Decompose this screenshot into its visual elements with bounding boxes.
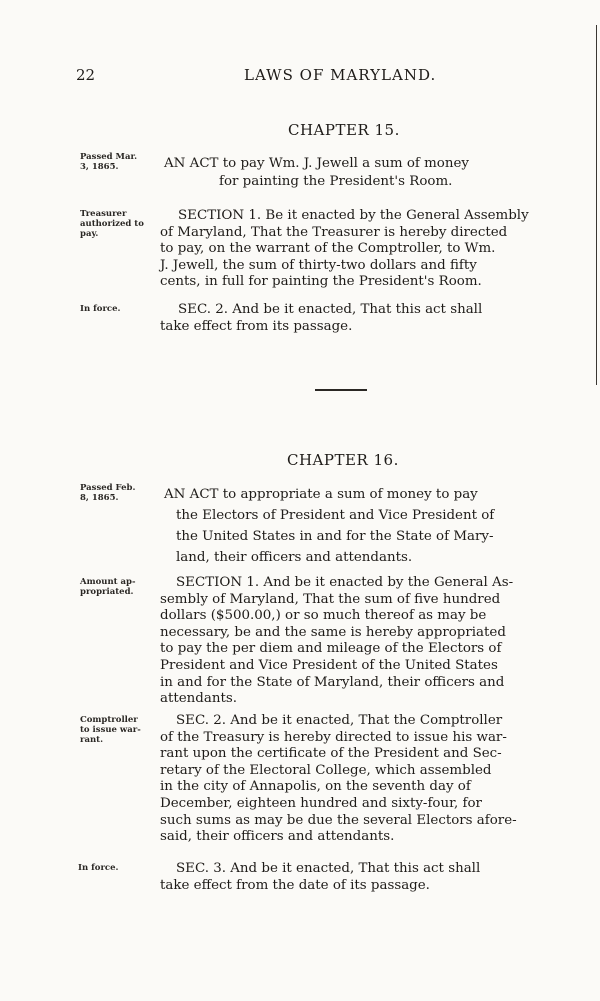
chapter-16-section-1: [160, 575, 530, 708]
section-line: of the Treasury is hereby directed to issue his war-: [160, 729, 507, 745]
margin-line: rant.: [80, 735, 104, 745]
section-line: to pay, on the warrant of the Comptroller, to Wm.: [160, 241, 496, 257]
section-line: SEC. 3. And be it enacted, That this act shall: [176, 861, 481, 876]
section-line: in and for the State of Maryland, their officers and: [160, 674, 505, 690]
chapter-15-sec1-margin: [80, 209, 160, 239]
chapter-16-sec2-margin: [80, 715, 160, 745]
margin-line: Comptroller: [80, 715, 138, 725]
chapter-16-section-2: [160, 713, 530, 846]
margin-line: Treasurer: [80, 209, 127, 219]
margin-line: 8, 1865.: [80, 493, 119, 503]
page-edge-rule: [596, 25, 597, 385]
chapter-16-act-title: [164, 484, 528, 568]
chapter-16-margin-passed: [80, 483, 160, 503]
chapter-15-margin-passed: [80, 152, 160, 172]
section-line: cents, in full for painting the President's Room.: [160, 274, 482, 290]
chapter-16-section-3: [160, 861, 530, 894]
act-title-line: land, their officers and attendants.: [176, 550, 413, 565]
margin-line: Passed Feb.: [80, 483, 136, 493]
section-line: such sums as may be due the several Electors afore-: [160, 812, 517, 828]
section-line: to pay the per diem and mileage of the Electors of: [160, 641, 502, 657]
section-line: necessary, be and the same is hereby appropriated: [160, 624, 506, 640]
section-line: in the city of Annapolis, on the seventh day of: [160, 779, 471, 795]
page-number: 22: [76, 66, 96, 84]
section-line: of Maryland, That the Treasurer is hereby directed: [160, 224, 508, 240]
section-line: President and Vice President of the United States: [160, 657, 498, 673]
act-title-line: AN ACT to appropriate a sum of money to pay: [164, 487, 478, 502]
section-line: retary of the Electoral College, which assembled: [160, 762, 492, 778]
act-title-line: for painting the President's Room.: [219, 173, 453, 189]
margin-line: to issue war-: [80, 725, 141, 735]
chapter-15-title: CHAPTER 15.: [288, 121, 400, 139]
chapter-15-section-2: [160, 302, 530, 335]
section-line: dollars ($500.00,) or so much thereof as may be: [160, 608, 487, 624]
act-title-line: the United States in and for the State of Mary-: [176, 529, 494, 544]
section-line: J. Jewell, the sum of thirty-two dollars and fifty: [160, 257, 477, 273]
chapter-16-sec1-margin: [80, 577, 160, 597]
margin-line: 3, 1865.: [80, 162, 119, 172]
chapter-16-sec3-margin: In force.: [78, 863, 119, 873]
section-line: SEC. 2. And be it enacted, That this act shall: [178, 302, 483, 317]
chapter-15-section-1: [160, 208, 530, 291]
section-line: SECTION 1. And be it enacted by the General As-: [176, 575, 514, 590]
margin-line: propriated.: [80, 587, 134, 597]
margin-line: authorized to: [80, 219, 144, 229]
section-line: take effect from the date of its passage.: [160, 877, 430, 893]
running-title: LAWS OF MARYLAND.: [244, 66, 437, 84]
margin-line: Amount ap-: [80, 577, 136, 587]
section-line: said, their officers and attendants.: [160, 829, 395, 845]
margin-line: pay.: [80, 229, 99, 239]
act-title-line: AN ACT to pay Wm. J. Jewell a sum of money: [164, 156, 469, 171]
section-line: rant upon the certificate of the President and Sec-: [160, 746, 502, 762]
chapter-15-sec2-margin: In force.: [80, 304, 121, 314]
chapter-15-act-title: [164, 155, 524, 190]
act-title-line: the Electors of President and Vice President of: [176, 508, 495, 523]
chapter-16-title: CHAPTER 16.: [287, 451, 399, 469]
section-line: SECTION 1. Be it enacted by the General Assembly: [178, 208, 529, 223]
section-line: sembly of Maryland, That the sum of five hundred: [160, 591, 501, 607]
section-divider: [315, 389, 367, 391]
section-line: take effect from its passage.: [160, 318, 353, 334]
section-line: December, eighteen hundred and sixty-four, for: [160, 795, 482, 811]
margin-line: Passed Mar.: [80, 152, 138, 162]
section-line: SEC. 2. And be it enacted, That the Comptroller: [176, 713, 503, 728]
section-line: attendants.: [160, 691, 237, 707]
